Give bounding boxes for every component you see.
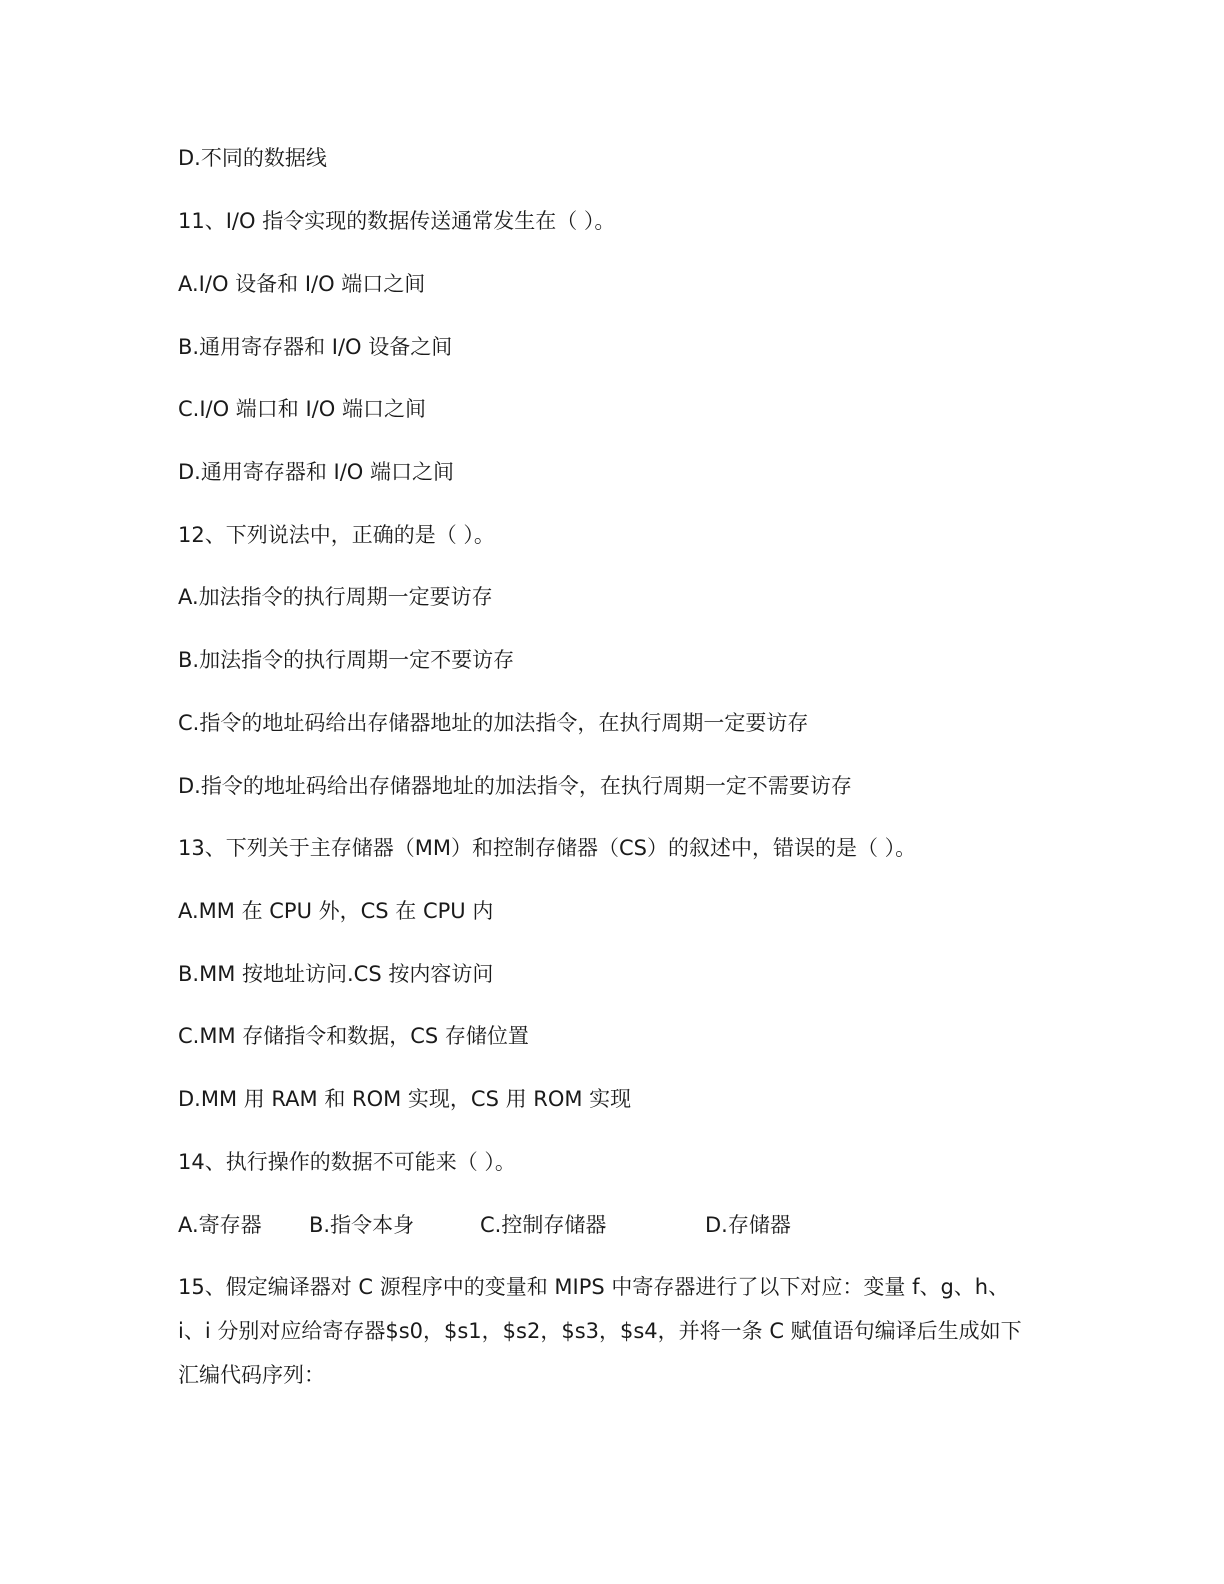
q13-option-d: D.MM 用 RAM 和 ROM 实现，CS 用 ROM 实现 [178, 1087, 632, 1111]
q12-option-a: A.加法指令的执行周期一定要访存 [178, 585, 493, 609]
q13-option-a: A.MM 在 CPU 外，CS 在 CPU 内 [178, 899, 494, 923]
q15-line-2: i、i 分别对应给寄存器$s0，$s1，$s2，$s3，$s4，并将一条 C 赋值语句编译后生成如下 [178, 1319, 1022, 1343]
q11-option-b: B.通用寄存器和 I/O 设备之间 [178, 335, 453, 359]
q13-option-c: C.MM 存储指令和数据，CS 存储位置 [178, 1024, 529, 1048]
q11-option-c: C.I/O 端口和 I/O 端口之间 [178, 397, 426, 421]
q15-stem [178, 1265, 1048, 1397]
q11-stem: 11、I/O 指令实现的数据传送通常发生在（ ）。 [178, 209, 616, 233]
q14-option-c: C.控制存储器 [480, 1213, 607, 1237]
q14-option-a: A.寄存器 [178, 1213, 262, 1237]
q13-stem: 13、下列关于主存储器（MM）和控制存储器（CS）的叙述中，错误的是（ ）。 [178, 836, 917, 860]
q12-option-c: C.指令的地址码给出存储器地址的加法指令，在执行周期一定要访存 [178, 711, 809, 735]
q15-line-1: 15、假定编译器对 C 源程序中的变量和 MIPS 中寄存器进行了以下对应：变量 f、g、h、 [178, 1275, 1010, 1299]
q14-option-d: D.存储器 [705, 1213, 791, 1237]
q14-option-b: B.指令本身 [309, 1213, 415, 1237]
q10-option-d: D.不同的数据线 [178, 146, 327, 170]
q11-option-d: D.通用寄存器和 I/O 端口之间 [178, 460, 454, 484]
q12-stem: 12、下列说法中，正确的是（ ）。 [178, 523, 495, 547]
q11-option-a: A.I/O 设备和 I/O 端口之间 [178, 272, 426, 296]
q13-option-b: B.MM 按地址访问.CS 按内容访问 [178, 962, 494, 986]
q12-option-d: D.指令的地址码给出存储器地址的加法指令，在执行周期一定不需要访存 [178, 774, 852, 798]
q12-option-b: B.加法指令的执行周期一定不要访存 [178, 648, 515, 672]
q14-stem: 14、执行操作的数据不可能来（ ）。 [178, 1150, 516, 1174]
q15-line-3: 汇编代码序列： [178, 1363, 325, 1387]
q14-options-row [178, 1203, 1048, 1247]
